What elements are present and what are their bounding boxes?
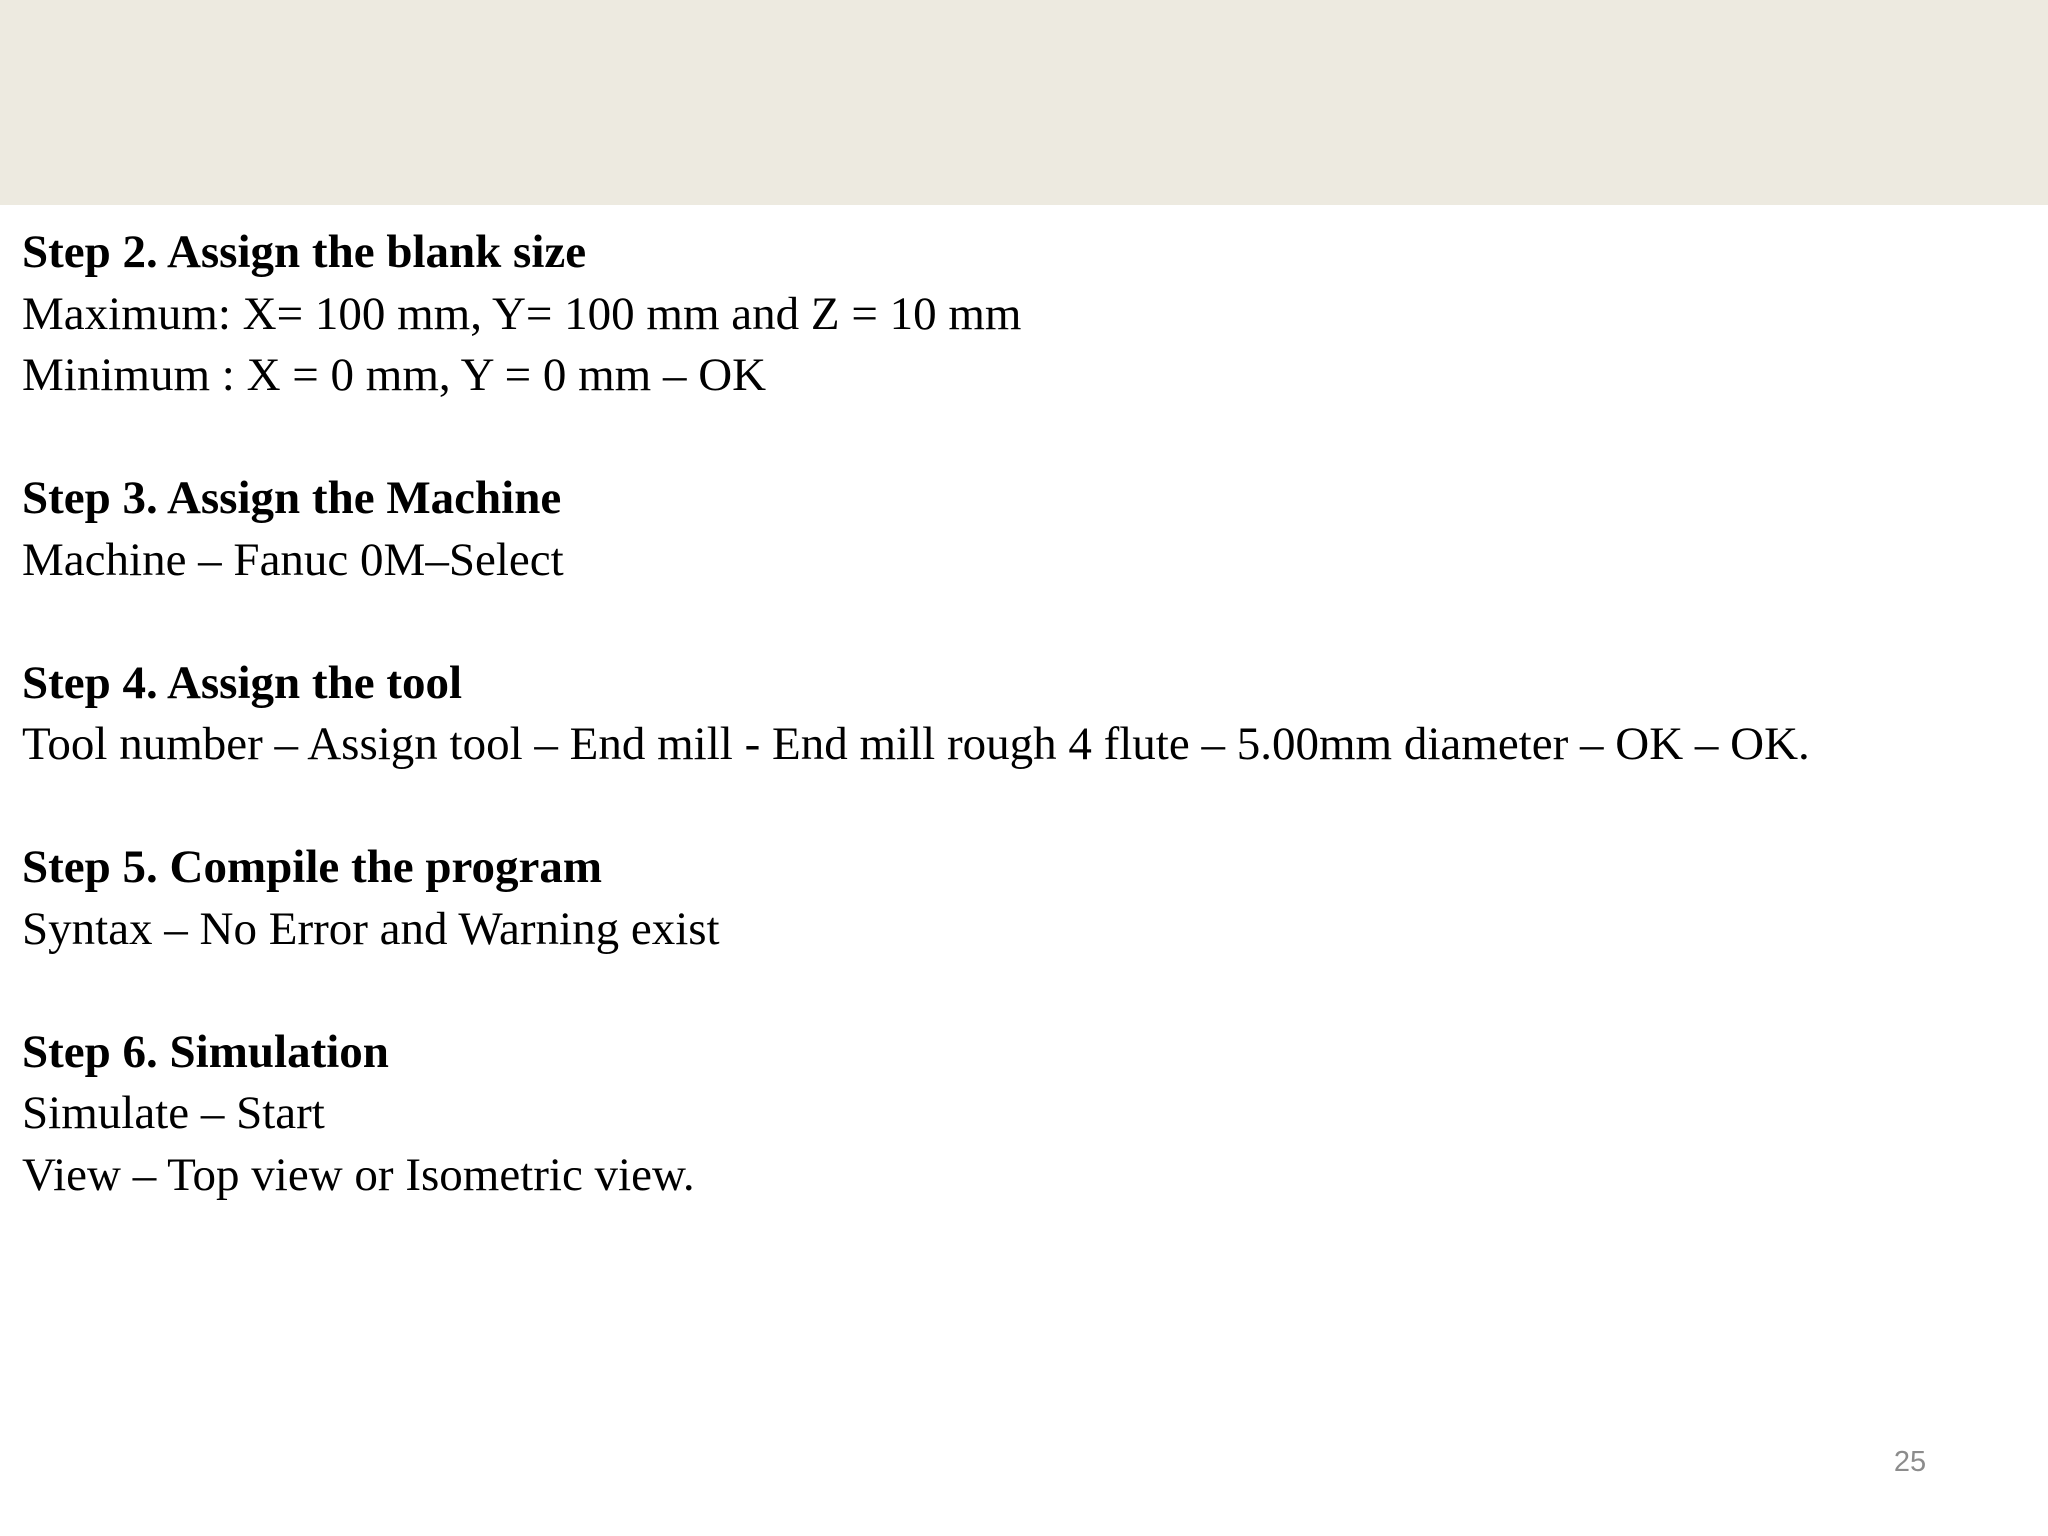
step-2-minimum-line: Minimum : X = 0 mm, Y = 0 mm – OK: [22, 349, 767, 401]
step-2-maximum-line: Maximum: X= 100 mm, Y= 100 mm and Z = 10 mm: [22, 287, 1022, 340]
step-4-section: [22, 653, 2022, 776]
step-4-heading: Step 4. Assign the tool: [22, 656, 463, 709]
page-number: 25: [1893, 1446, 1927, 1478]
slide-body: [22, 222, 2022, 1206]
step-3-machine-line: Machine – Fanuc 0M–Select: [22, 533, 564, 586]
step-4-tool-line: Tool number – Assign tool – End mill - End mill rough 4 flute – 5.00mm diameter – OK – OK.: [22, 718, 1810, 770]
header-band: [0, 0, 2048, 205]
step-5-syntax-line: Syntax – No Error and Warning exist: [22, 902, 720, 955]
step-5-section: [22, 837, 2022, 960]
step-2-section: [22, 222, 2022, 407]
step-6-simulate-line: Simulate – Start: [22, 1087, 325, 1139]
step-3-section: [22, 468, 2022, 591]
step-2-heading: Step 2. Assign the blank size: [22, 226, 587, 278]
spacer: [22, 776, 2022, 838]
step-6-view-line: View – Top view or Isometric view.: [22, 1148, 695, 1201]
spacer: [22, 407, 2022, 469]
step-5-heading: Step 5. Compile the program: [22, 841, 603, 893]
spacer: [22, 591, 2022, 653]
spacer: [22, 960, 2022, 1022]
step-3-heading: Step 3. Assign the Machine: [22, 472, 562, 524]
step-6-section: [22, 1022, 2022, 1207]
step-6-heading: Step 6. Simulation: [22, 1025, 389, 1078]
